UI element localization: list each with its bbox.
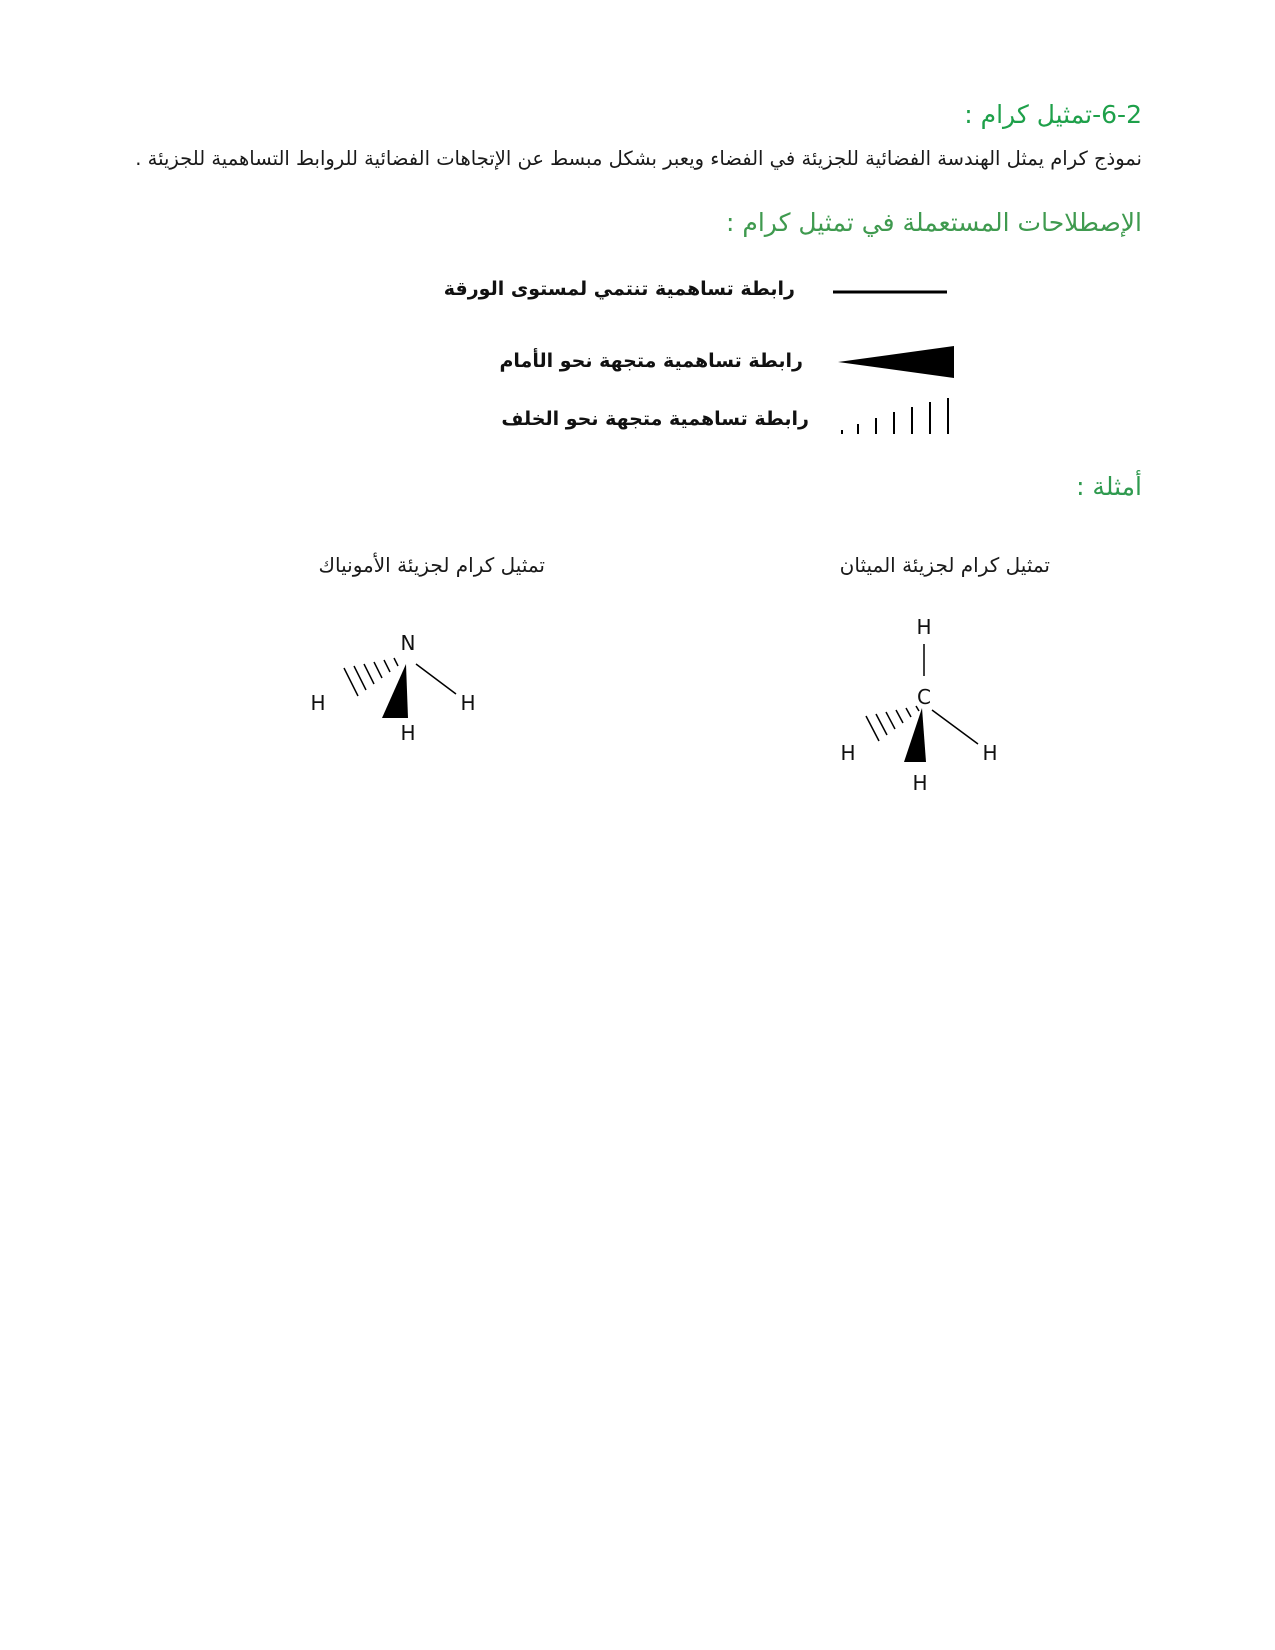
examples-heading: أمثلة : [1076,472,1142,501]
ammonia-cram-diagram [310,620,510,780]
wedge-bond-icon [836,342,956,382]
ammonia-h-left: H [310,691,326,715]
methane-h-top: H [916,615,932,639]
legend-label-hashed-bond: رابطة تساهمية متجهة نحو الخلف [501,408,809,430]
methane-cram-diagram [830,610,1030,810]
methane-h-right: H [982,741,998,765]
ammonia-caption: تمثيل كرام لجزيئة الأمونياك [318,553,545,577]
legend-label-wedge-bond: رابطة تساهمية متجهة نحو الأمام [499,350,803,372]
methane-c-center: C [917,685,931,709]
ammonia-n-center: N [400,631,416,655]
legend-label-line-bond: رابطة تساهمية تنتمي لمستوى الورقة [443,278,795,300]
legend-row-wedge-bond [0,350,1275,390]
intro-paragraph: نموذج كرام يمثل الهندسة الفضائية للجزيئة في الفضاء ويعبر بشكل مبسط عن الإتجاهات الفضائية للروابط التساهمية للجزيئة . [135,147,1142,170]
hashed-bond-icon [836,398,956,438]
methane-caption: تمثيل كرام لجزيئة الميثان [839,553,1050,577]
ammonia-h-right: H [460,691,476,715]
line-bond-icon [830,272,950,312]
ammonia-h-bottom: H [400,721,416,745]
methane-h-left: H [840,741,856,765]
section-heading: 6-2-تمثيل كرام : [964,100,1142,129]
legend-row-hashed-bond [0,402,1275,442]
legend-row-line-bond [0,272,1275,312]
conventions-heading: الإصطلاحات المستعملة في تمثيل كرام : [725,208,1142,237]
methane-h-bottom: H [912,771,928,795]
